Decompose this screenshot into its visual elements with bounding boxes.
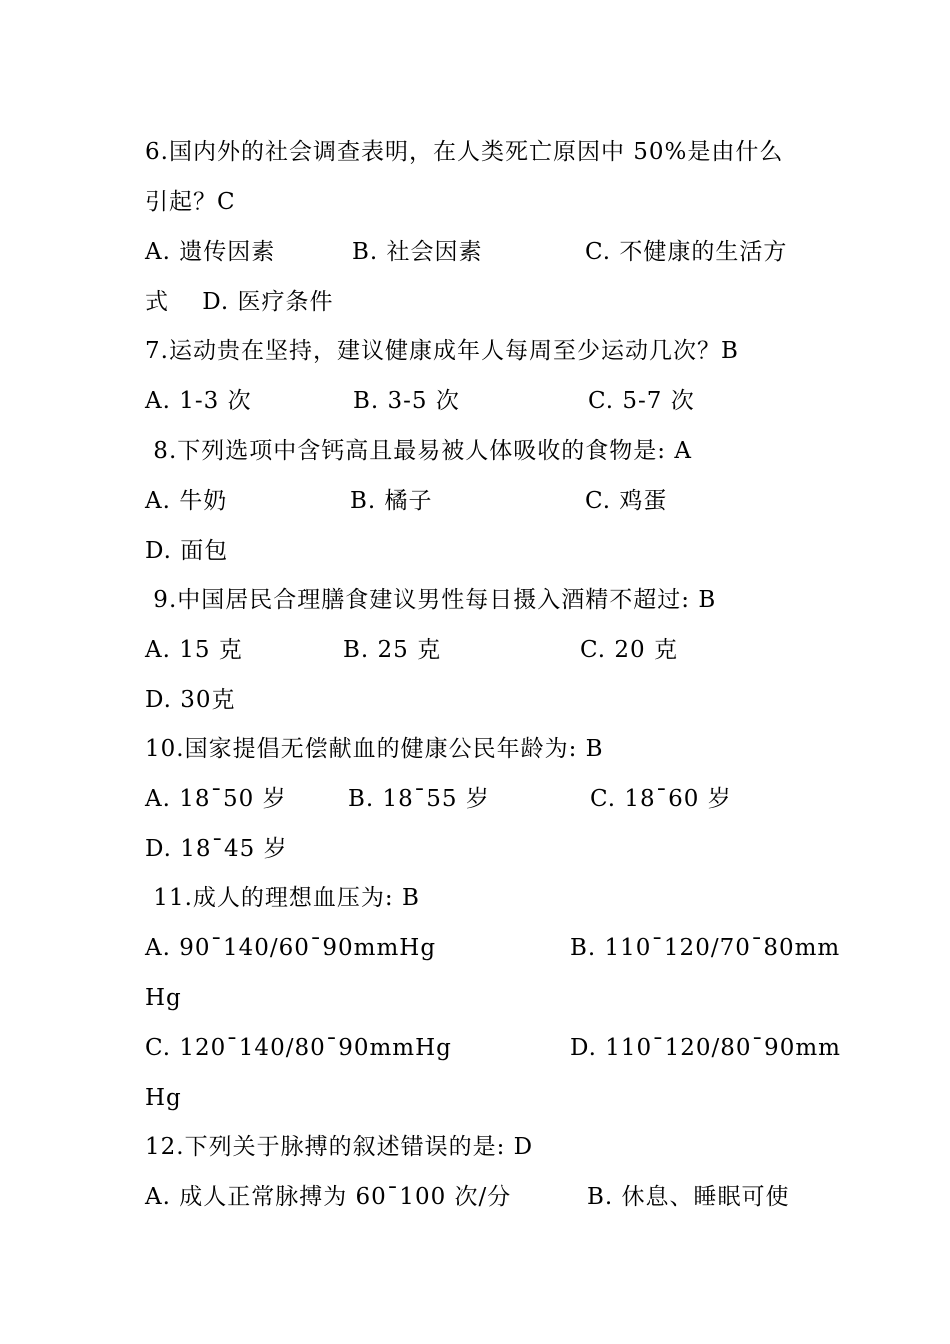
option-c: C. 5-7 次 <box>588 388 695 414</box>
question-12-text: 12.下列关于脉搏的叙述错误的是: D <box>145 1134 534 1160</box>
option-a: A. 1-3 次 <box>145 388 252 414</box>
question-7-text: 7.运动贵在坚持，建议健康成年人每周至少运动几次？B <box>145 338 739 364</box>
question-6-options <box>145 234 788 270</box>
question-6-text-cont: 引起？C <box>145 189 236 215</box>
question-11-options-ab <box>145 930 841 966</box>
option-c: C. 20 克 <box>580 637 678 663</box>
option-b: B. 橘子 <box>350 488 433 514</box>
question-12-options <box>145 1179 790 1215</box>
option-c: C. 18¯60 岁 <box>590 786 732 812</box>
question-11-options-cd <box>145 1030 841 1066</box>
option-b: B. 25 克 <box>343 637 442 663</box>
option-b: B. 3-5 次 <box>353 388 460 414</box>
option-c: C. 不健康的生活方 <box>585 239 788 265</box>
question-9-text: 9.中国居民合理膳食建议男性每日摄入酒精不超过: B <box>145 587 717 613</box>
question-8-options <box>145 483 668 519</box>
option-c: C. 鸡蛋 <box>585 488 668 514</box>
question-8-text: 8.下列选项中含钙高且最易被人体吸收的食物是: A <box>145 438 692 464</box>
option-b: B. 休息、睡眠可使 <box>587 1184 790 1210</box>
question-9-option-d: D. 30克 <box>145 687 236 713</box>
option-b: B. 110¯120/70¯80mm <box>570 935 841 961</box>
question-10-option-d: D. 18¯45 岁 <box>145 836 288 862</box>
question-8-option-d: D. 面包 <box>145 538 229 564</box>
option-a: A. 15 克 <box>145 637 243 663</box>
option-a: A. 成人正常脉搏为 60¯100 次/分 <box>145 1184 512 1210</box>
question-11-text: 11.成人的理想血压为: B <box>145 885 420 911</box>
question-10-text: 10.国家提倡无偿献血的健康公民年龄为: B <box>145 736 604 762</box>
option-b: B. 社会因素 <box>352 239 483 265</box>
option-b: B. 18¯55 岁 <box>348 786 490 812</box>
option-a: A. 18¯50 岁 <box>145 786 287 812</box>
option-a: A. 牛奶 <box>145 488 228 514</box>
option-a: A. 90¯140/60¯90mmHg <box>145 935 437 961</box>
question-11-options-cd-cont: Hg <box>145 1085 182 1111</box>
option-a: A. 遗传因素 <box>145 239 276 265</box>
question-6-text: 6.国内外的社会调查表明，在人类死亡原因中 50%是由什么 <box>145 139 784 165</box>
option-d: D. 110¯120/80¯90mm <box>570 1035 841 1061</box>
question-7-options <box>145 383 695 419</box>
question-9-options <box>145 632 678 668</box>
option-c: C. 120¯140/80¯90mmHg <box>145 1035 452 1061</box>
question-11-options-ab-cont: Hg <box>145 985 182 1011</box>
question-6-options-cont: 式 D. 医疗条件 <box>145 289 334 315</box>
question-10-options <box>145 781 732 817</box>
